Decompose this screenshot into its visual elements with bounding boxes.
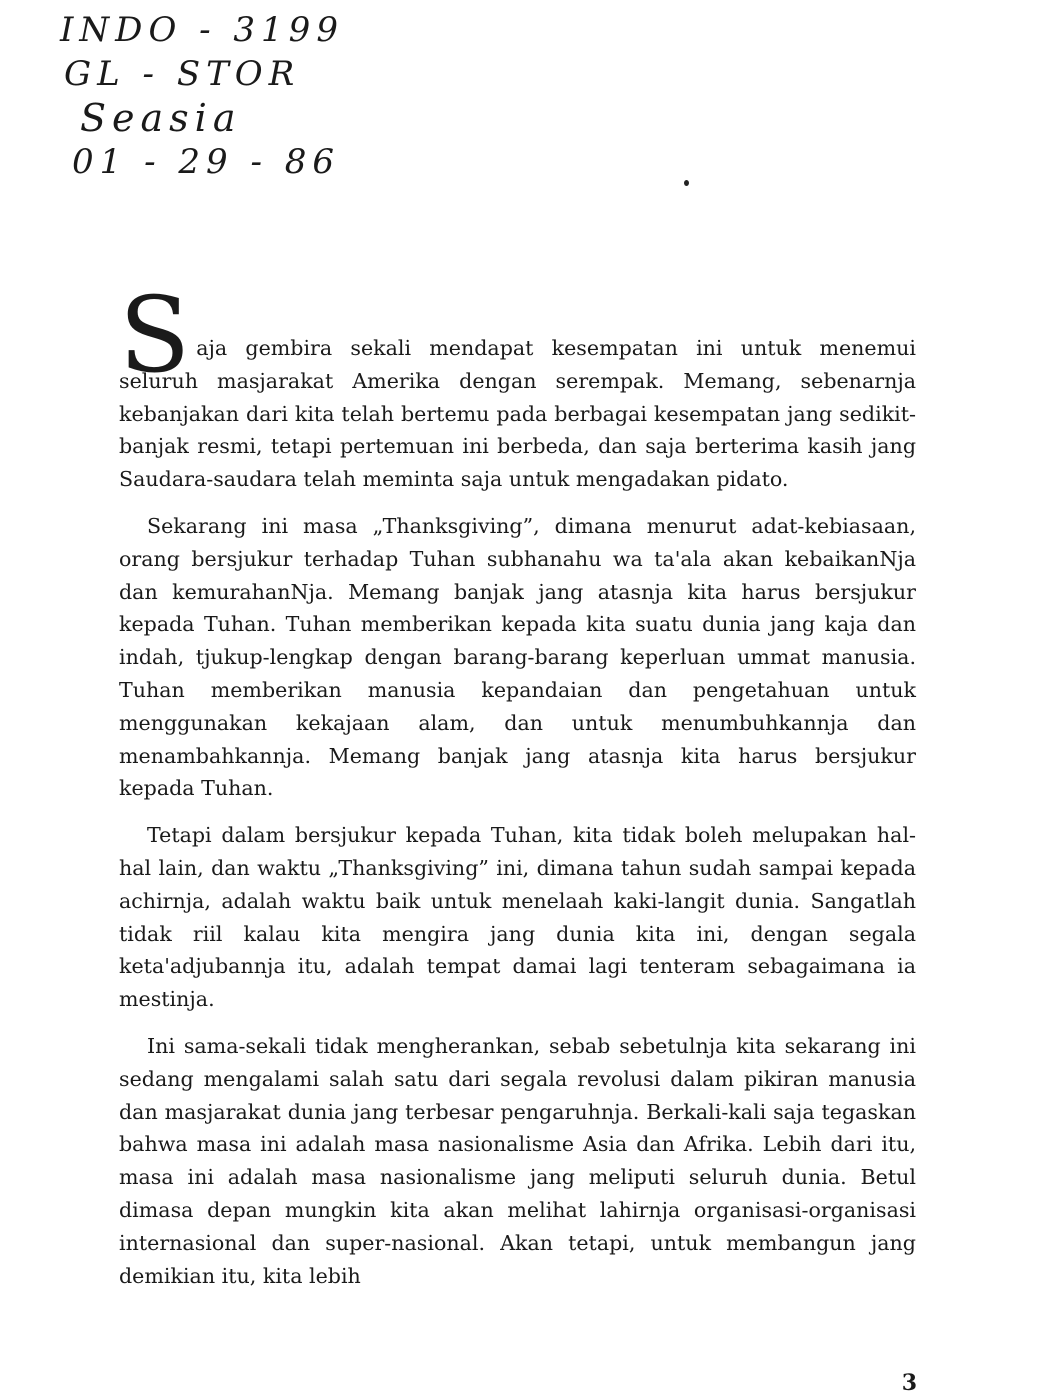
paragraph: Tetapi dalam bersjukur kepada Tuhan, kita tidak boleh melupakan hal-hal lain, dan waktu „Thanksgiving” ini, dimana tahun sudah sampai kepada achirnja, adalah waktu baik untuk menelaah kaki-langit dunia. Sangatlah tidak riil kalau kita mengira jang dunia kita ini, dengan segala keta'adjubannja itu, adalah tempat damai lagi tenteram sebagaimana ia mestinja. (119, 823, 916, 1012)
paragraph (119, 274, 916, 496)
handwritten-line: INDO - 3199 (60, 10, 344, 50)
speck-mark (684, 180, 689, 186)
handwritten-line: 01 - 29 - 86 (72, 142, 340, 182)
paragraph-text: aja gembira sekali mendapat kesempatan ini untuk menemui seluruh masjarakat Amerika dengan serempak. Memang, sebenarnja kebanjakan dari kita telah bertemu pada berbagai kesempatan jang sedikit-banjak resmi, tetapi pertemuan ini berbeda, dan saja berterima kasih jang Saudara-saudara telah meminta saja untuk mengadakan pidato. (119, 336, 916, 492)
handwritten-line: GL - STOR (64, 54, 301, 94)
body-text (119, 274, 916, 1306)
drop-cap: S (119, 274, 191, 396)
handwritten-line: Seasia (80, 96, 242, 140)
paragraph: Sekarang ini masa „Thanksgiving”, dimana menurut adat-kebiasaan, orang bersjukur terhadap Tuhan subhanahu wa ta'ala akan kebaikanNja dan kemurahanNja. Memang banjak jang atasnja kita harus bersjukur kepada Tuhan. Tuhan memberikan kepada kita suatu dunia jang kaja dan indah, tjukup-lengkap dengan barang-barang keperluan ummat manusia. Tuhan memberikan manusia kepandaian dan pengetahuan untuk menggunakan kekajaan alam, dan untuk menumbuhkannja dan menambahkannja. Memang banjak jang atasnja kita harus bersjukur kepada Tuhan. (119, 513, 916, 801)
page-number: 3 (901, 1370, 917, 1396)
handwritten-annotation (60, 8, 344, 184)
paragraph: Ini sama-sekali tidak mengherankan, sebab sebetulnja kita sekarang ini sedang mengalami salah satu dari segala revolusi dalam pikiran manusia dan masjarakat dunia jang terbesar pengaruhnja. Berkali-kali saja tegaskan bahwa masa ini adalah masa nasionalisme Asia dan Afrika. Lebih dari itu, masa ini adalah masa nasionalisme jang meliputi seluruh dunia. Betul dimasa depan mungkin kita akan melihat lahirnja organisasi-organisasi internasional dan super-nasional. Akan tetapi, untuk membangun jang demikian itu, kita lebih (119, 1033, 916, 1288)
